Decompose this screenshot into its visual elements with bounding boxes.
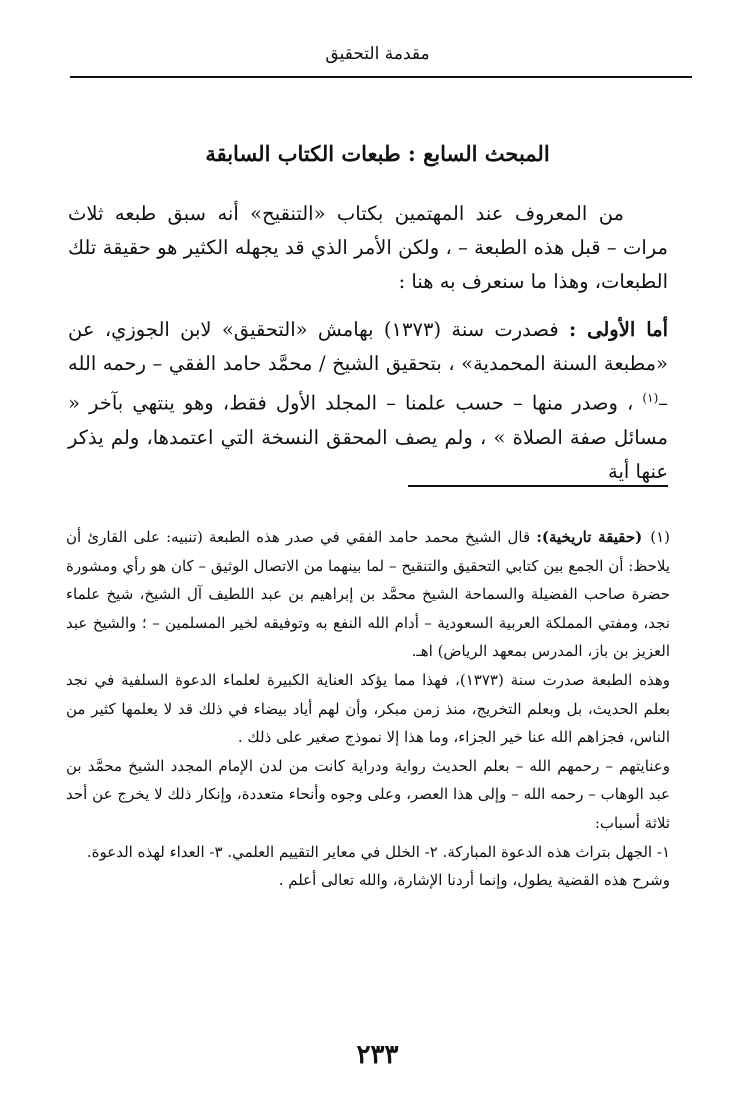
- footnote-paragraph: وهذه الطبعة صدرت سنة (١٣٧٣)، فهذا مما يؤكد العناية الكبيرة لعلماء الدعوة السلفية في نجد بعلم الحديث، بل وبعلم التخريج، منذ زمن مبكر، وأن لهم أياد بيضاء في ذلك قد لا يعلمها كثير من الناس، فجزاهم الله عنا خير الجزاء، وما هذا إلا نموذج صغير على ذلك .: [66, 670, 670, 747]
- body-paragraph-intro: من المعروف عند المهتمين بكتاب «التنقيح» أنه سبق طبعه ثلاث مرات – قبل هذه الطبعة – ، ولكن الأمر الذي قد يجهله الكثير هو حقيقة تلك الطبعات، وهذا ما سنعرف به هنا :: [68, 202, 668, 293]
- paragraph-text: فصدرت سنة (١٣٧٣) بهامش «التحقيق» لابن الجوزي، عن «مطبعة السنة المحمدية» ، بتحقيق الشيخ / محمَّد حامد الفقي – رحمه الله –: [68, 318, 668, 415]
- footnote-paragraph: وشرح هذه القضية يطول، وإنما أردنا الإشارة، والله تعالى أعلم .: [278, 871, 670, 890]
- body-paragraph-first-edition: [68, 313, 668, 489]
- main-text: [68, 197, 668, 489]
- footnote-marker: (١): [650, 528, 670, 546]
- footnote-separator: [408, 485, 668, 487]
- footnote-list: ١- الجهل بتراث هذه الدعوة المباركة. ٢- الخلل في معاير التقييم العلمي. ٣- العداء لهذه الدعوة.: [86, 842, 670, 861]
- footnote-text: قال الشيخ محمد حامد الفقي في صدر هذه الطبعة (تنبيه: على القارئ أن يلاحظ: أن الجمع بين كتابي التحقيق والتنقيح – لما بينهما من الاتصال الوثيق – كان هو رأي ومشورة حضرة صاحب الفضيلة والسماحة الشيخ محمَّد بن إبراهيم بن عبد اللطيف آل الشيخ، شيخ علماء نجد، ومفتي المملكة العربية السعودية – أدام الله النفع به وتوفيقه لخير المسلمين – ؛ والشيخ عبد العزيز بن باز، المدرس بمعهد الرياض) اهـ.: [66, 528, 670, 661]
- paragraph-lead: أما الأولى :: [568, 318, 668, 341]
- section-title: المبحث السابع : طبعات الكتاب السابقة: [205, 141, 550, 166]
- footnote-1: [66, 523, 670, 666]
- running-header: مقدمة التحقيق: [325, 44, 430, 64]
- paragraph-text-cont: ، وصدر منها – حسب علمنا – المجلد الأول فقط، وهو ينتهي بآخر « مسائل صفة الصلاة » ، ولم يصف المحقق النسخة التي اعتمدها، ولم يذكر عنها أية: [68, 391, 668, 483]
- footnote-reference[interactable]: (١): [642, 391, 659, 405]
- page-number: ٢٣٣: [356, 1040, 399, 1070]
- footnote-lead: (حقيقة تاريخية):: [536, 528, 643, 546]
- header-rule: [70, 76, 692, 78]
- footnotes: [66, 523, 670, 895]
- footnote-paragraph: وعنايتهم – رحمهم الله – بعلم الحديث رواية ودراية كانت من لدن الإمام المجدد الشيخ محمَّد بن عبد الوهاب – رحمه الله – وإلى هذا العصر، وعلى وجوه وأنحاء متعددة، وإنكار ذلك لا يخرج عن أحد ثلاثة أسباب:: [66, 756, 670, 832]
